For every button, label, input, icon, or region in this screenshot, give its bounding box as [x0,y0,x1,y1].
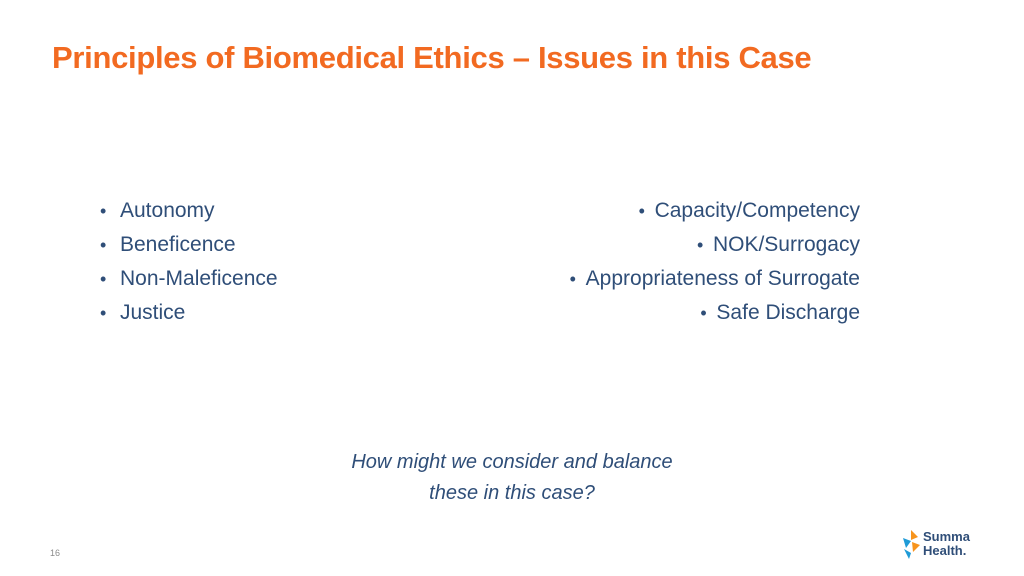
list-item [100,296,278,330]
logo-wordmark [923,530,970,558]
question-line: How might we consider and balance [351,451,673,473]
summa-health-logo-icon [900,528,922,560]
list-item [570,296,860,330]
bullet-icon: • [100,303,107,323]
list-item-text: Justice [120,301,186,324]
page-number: 16 [50,548,61,558]
bullet-icon: • [100,201,107,221]
issues-list [570,194,860,330]
bullet-icon: • [638,201,645,221]
logo-line: Health. [923,543,967,558]
question-line: these in this case? [429,482,595,504]
list-item-text: NOK/Surrogacy [712,233,860,256]
list-item-text: Safe Discharge [716,301,860,324]
bullet-icon: • [100,269,107,289]
bullet-icon: • [700,303,707,323]
list-item [100,262,278,296]
list-item-text: Autonomy [120,199,215,222]
discussion-question [0,447,1024,509]
principles-list [100,194,278,330]
list-item [570,228,860,262]
logo-line: Summa [923,529,970,544]
list-item [570,194,860,228]
list-item [570,262,860,296]
list-item-text: Appropriateness of Surrogate [585,267,860,290]
summa-health-logo [900,528,980,562]
bullet-icon: • [100,235,107,255]
list-item [100,228,278,262]
bullet-icon: • [569,269,576,289]
slide-title: Principles of Biomedical Ethics – Issues in this Case [52,40,812,75]
list-item-text: Beneficence [120,233,236,256]
list-item-text: Capacity/Competency [654,199,860,222]
bullet-icon: • [696,235,704,255]
list-item-text: Non-Maleficence [120,267,278,290]
list-item [100,194,278,228]
